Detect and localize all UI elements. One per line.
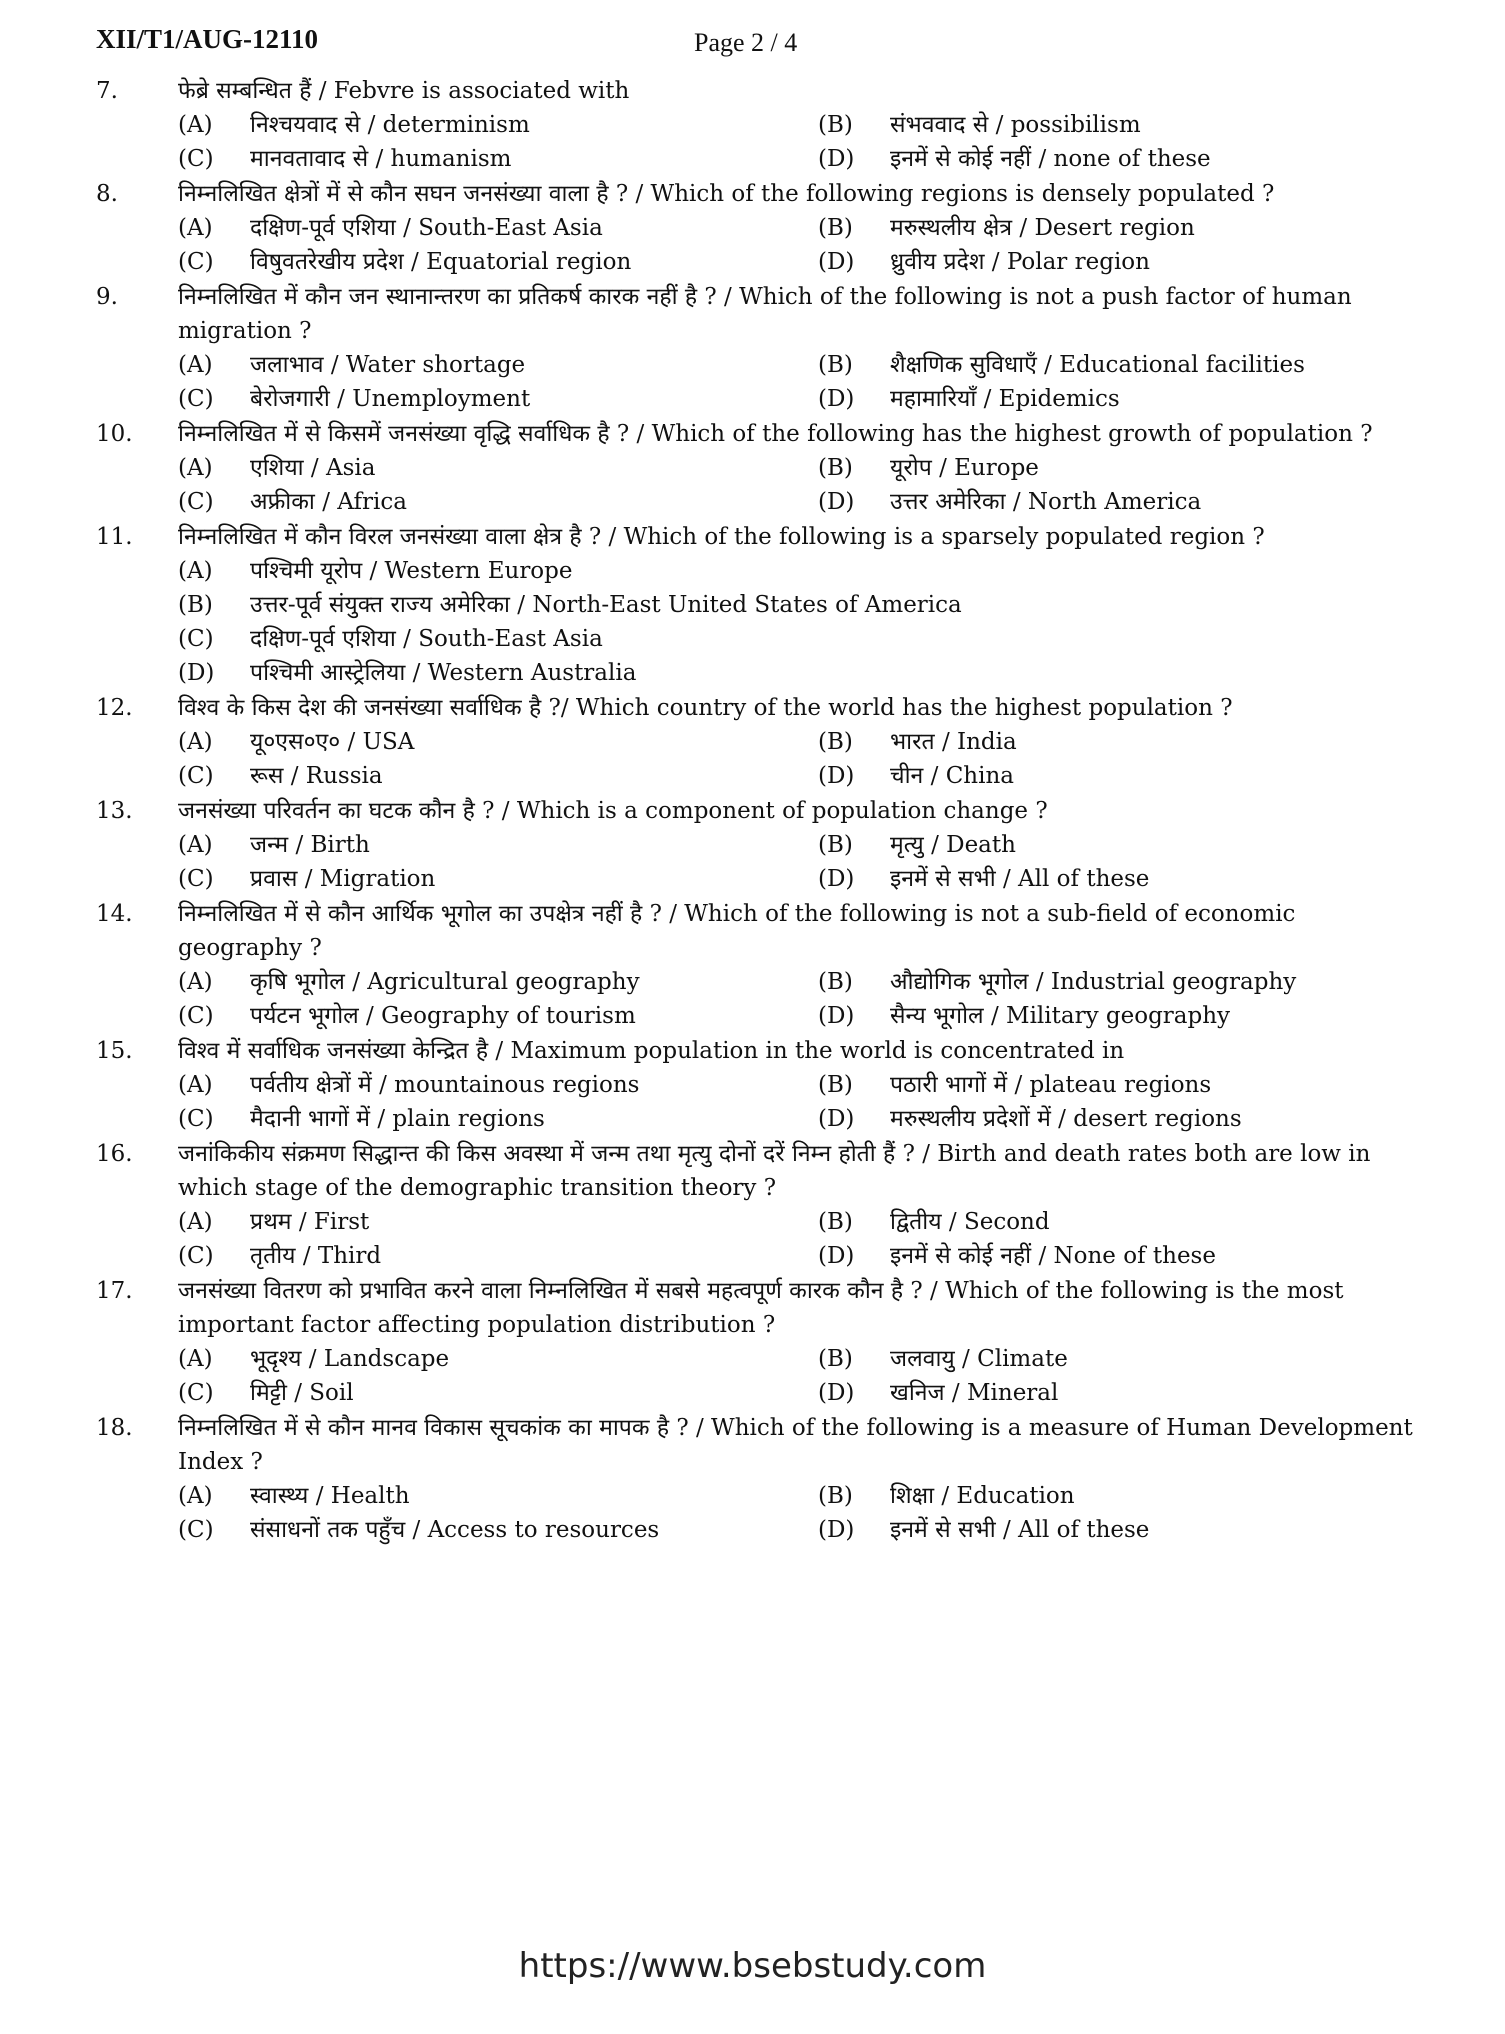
option-label: (C)	[178, 386, 214, 412]
option-text: खनिज / Mineral	[890, 1380, 1059, 1406]
question-text: जनसंख्या वितरण को प्रभावित करने वाला निम्नलिखित में सबसे महत्वपूर्ण कारक कौन है ? / Which of the following is the most important factor affecting population distribution ?	[178, 1278, 1344, 1338]
option-label: (B)	[818, 729, 853, 755]
option-label: (B)	[818, 1072, 853, 1098]
option-list	[178, 1205, 1436, 1273]
option-text: दक्षिण-पूर्व एशिया / South-East Asia	[250, 215, 603, 241]
answer-option	[178, 725, 818, 759]
answer-option	[178, 1205, 818, 1239]
option-label: (B)	[818, 969, 853, 995]
answer-option	[818, 451, 1458, 485]
option-label: (C)	[178, 1517, 214, 1543]
option-text: निश्चयवाद से / determinism	[250, 112, 530, 138]
option-label: (B)	[818, 352, 853, 378]
answer-option	[178, 622, 1458, 656]
option-text: भूदृश्य / Landscape	[250, 1346, 450, 1372]
option-label: (D)	[818, 1517, 855, 1543]
option-text: ध्रुवीय प्रदेश / Polar region	[890, 249, 1150, 275]
question-number: 15.	[96, 1038, 133, 1064]
question-text: निम्नलिखित में से कौन आर्थिक भूगोल का उपक्षेत्र नहीं है ? / Which of the following is not a sub-field of economic geography ?	[178, 901, 1296, 961]
answer-option	[818, 725, 1458, 759]
answer-option	[818, 108, 1458, 142]
question-text: फेब्रे सम्बन्धित हैं / Febvre is associated with	[178, 78, 630, 104]
option-text: पर्यटन भूगोल / Geography of tourism	[250, 1003, 636, 1029]
answer-option	[818, 485, 1458, 519]
answer-option	[818, 142, 1458, 176]
answer-option	[818, 862, 1458, 896]
option-text: पर्वतीय क्षेत्रों में / mountainous regions	[250, 1072, 640, 1098]
question-item	[96, 280, 1436, 416]
question-text: विश्व के किस देश की जनसंख्या सर्वाधिक है ?/ Which country of the world has the highest population ?	[178, 695, 1233, 721]
option-label: (C)	[178, 866, 214, 892]
option-text: प्रवास / Migration	[250, 866, 436, 892]
answer-option	[818, 245, 1458, 279]
option-text: बेरोजगारी / Unemployment	[250, 386, 531, 412]
question-number: 9.	[96, 284, 118, 310]
answer-option	[178, 1513, 818, 1547]
option-label: (B)	[818, 112, 853, 138]
question-item	[96, 520, 1436, 690]
question-number: 18.	[96, 1415, 133, 1441]
option-label: (B)	[818, 455, 853, 481]
option-text: अफ्रीका / Africa	[250, 489, 407, 515]
answer-option	[178, 211, 818, 245]
answer-option	[818, 965, 1458, 999]
answer-option	[178, 1239, 818, 1273]
question-item	[96, 177, 1436, 279]
option-text: जलाभाव / Water shortage	[250, 352, 526, 378]
option-label: (D)	[818, 146, 855, 172]
option-label: (D)	[818, 1106, 855, 1132]
question-text: जनसंख्या परिवर्तन का घटक कौन है ? / Which is a component of population change ?	[178, 798, 1048, 824]
answer-option	[818, 348, 1458, 382]
answer-option	[818, 1068, 1458, 1102]
answer-option	[818, 1376, 1458, 1410]
option-text: उत्तर अमेरिका / North America	[890, 489, 1202, 515]
question-item	[96, 1411, 1436, 1547]
option-text: जलवायु / Climate	[890, 1346, 1068, 1372]
option-list	[178, 725, 1436, 793]
option-label: (A)	[178, 832, 213, 858]
question-text: निम्नलिखित में कौन विरल जनसंख्या वाला क्षेत्र है ? / Which of the following is a sparsely populated region ?	[178, 524, 1265, 550]
option-text: यूरोप / Europe	[890, 455, 1039, 481]
option-text: इनमें से सभी / All of these	[890, 1517, 1150, 1543]
option-text: भारत / India	[890, 729, 1017, 755]
answer-option	[178, 862, 818, 896]
option-label: (A)	[178, 1346, 213, 1372]
answer-option	[178, 965, 818, 999]
option-text: प्रथम / First	[250, 1209, 370, 1235]
answer-option	[178, 588, 1458, 622]
option-text: उत्तर-पूर्व संयुक्त राज्य अमेरिका / North-East United States of America	[250, 592, 962, 618]
option-label: (A)	[178, 1072, 213, 1098]
answer-option	[178, 1479, 818, 1513]
option-text: चीन / China	[890, 763, 1014, 789]
option-text: इनमें से कोई नहीं / None of these	[890, 1243, 1216, 1269]
option-label: (B)	[818, 1483, 853, 1509]
option-list	[178, 1068, 1436, 1136]
option-text: शिक्षा / Education	[890, 1483, 1075, 1509]
question-text: विश्व में सर्वाधिक जनसंख्या केन्द्रित है / Maximum population in the world is concentrated in	[178, 1038, 1125, 1064]
option-text: संसाधनों तक पहुँच / Access to resources	[250, 1517, 660, 1543]
answer-option	[818, 759, 1458, 793]
question-text: निम्नलिखित में से कौन मानव विकास सूचकांक का मापक है ? / Which of the following is a measure of Human Development Index ?	[178, 1415, 1413, 1475]
source-url[interactable]: https://www.bsebstudy.com	[518, 1946, 987, 1986]
question-number: 14.	[96, 901, 133, 927]
question-item	[96, 417, 1436, 519]
option-text: पठारी भागों में / plateau regions	[890, 1072, 1212, 1098]
question-item	[96, 897, 1436, 1033]
option-label: (C)	[178, 763, 214, 789]
question-item	[96, 794, 1436, 896]
option-text: मिट्टी / Soil	[250, 1380, 354, 1406]
paper-code: XII/T1/AUG-12110	[96, 24, 319, 54]
option-text: जन्म / Birth	[250, 832, 370, 858]
option-label: (D)	[818, 763, 855, 789]
option-text: दक्षिण-पूर्व एशिया / South-East Asia	[250, 626, 603, 652]
question-number: 12.	[96, 695, 133, 721]
question-number: 16.	[96, 1141, 133, 1167]
option-text: विषुवतरेखीय प्रदेश / Equatorial region	[250, 249, 632, 275]
option-text: मरुस्थलीय प्रदेशों में / desert regions	[890, 1106, 1242, 1132]
answer-option	[178, 656, 1458, 690]
option-label: (D)	[818, 249, 855, 275]
option-label: (C)	[178, 1106, 214, 1132]
question-item	[96, 1274, 1436, 1410]
option-label: (A)	[178, 558, 213, 584]
option-text: संभववाद से / possibilism	[890, 112, 1141, 138]
option-label: (C)	[178, 1003, 214, 1029]
option-label: (A)	[178, 352, 213, 378]
answer-option	[178, 999, 818, 1033]
option-text: यू०एस०ए० / USA	[250, 729, 415, 755]
answer-option	[178, 759, 818, 793]
option-text: कृषि भूगोल / Agricultural geography	[250, 969, 640, 995]
option-label: (D)	[818, 1243, 855, 1269]
question-number: 13.	[96, 798, 133, 824]
option-text: पश्चिमी आस्ट्रेलिया / Western Australia	[250, 660, 637, 686]
option-label: (A)	[178, 455, 213, 481]
option-list	[178, 348, 1436, 416]
option-text: पश्चिमी यूरोप / Western Europe	[250, 558, 573, 584]
option-label: (D)	[818, 489, 855, 515]
option-text: तृतीय / Third	[250, 1243, 382, 1269]
answer-option	[178, 245, 818, 279]
answer-option	[178, 382, 818, 416]
option-text: महामारियाँ / Epidemics	[890, 386, 1120, 412]
option-label: (A)	[178, 1483, 213, 1509]
question-item	[96, 691, 1436, 793]
option-label: (C)	[178, 249, 214, 275]
answer-option	[178, 1068, 818, 1102]
answer-option	[818, 211, 1458, 245]
option-label: (A)	[178, 969, 213, 995]
answer-option	[178, 485, 818, 519]
option-label: (B)	[818, 1209, 853, 1235]
answer-option	[818, 1239, 1458, 1273]
option-list	[178, 554, 1436, 690]
answer-option	[178, 142, 818, 176]
question-text: जनांकिकीय संक्रमण सिद्धान्त की किस अवस्था में जन्म तथा मृत्यु दोनों दरें निम्न होती हैं ? / Birth and death rates both are low in which stage of the demographic transition theory ?	[178, 1141, 1371, 1201]
option-text: मैदानी भागों में / plain regions	[250, 1106, 545, 1132]
question-item	[96, 1034, 1436, 1136]
option-label: (D)	[818, 1380, 855, 1406]
option-text: स्वास्थ्य / Health	[250, 1483, 410, 1509]
option-label: (A)	[178, 1209, 213, 1235]
option-label: (B)	[178, 592, 213, 618]
option-label: (C)	[178, 489, 214, 515]
option-label: (A)	[178, 729, 213, 755]
question-item	[96, 74, 1436, 176]
option-label: (A)	[178, 215, 213, 241]
option-list	[178, 211, 1436, 279]
question-number: 17.	[96, 1278, 133, 1304]
option-text: सैन्य भूगोल / Military geography	[890, 1003, 1231, 1029]
option-list	[178, 108, 1436, 176]
answer-option	[178, 451, 818, 485]
answer-option	[818, 1513, 1458, 1547]
option-text: औद्योगिक भूगोल / Industrial geography	[890, 969, 1297, 995]
option-list	[178, 965, 1436, 1033]
option-label: (D)	[818, 386, 855, 412]
answer-option	[818, 1342, 1458, 1376]
option-text: द्वितीय / Second	[890, 1209, 1050, 1235]
page-number: Page 2 / 4	[694, 28, 798, 57]
option-list	[178, 1342, 1436, 1410]
option-text: मानवतावाद से / humanism	[250, 146, 512, 172]
option-list	[178, 828, 1436, 896]
answer-option	[818, 999, 1458, 1033]
option-text: एशिया / Asia	[250, 455, 376, 481]
option-label: (B)	[818, 1346, 853, 1372]
answer-option	[818, 1205, 1458, 1239]
option-label: (C)	[178, 1380, 214, 1406]
option-list	[178, 1479, 1436, 1547]
option-label: (B)	[818, 832, 853, 858]
question-number: 8.	[96, 181, 118, 207]
question-text: निम्नलिखित में से किसमें जनसंख्या वृद्धि सर्वाधिक है ? / Which of the following has the highest growth of population ?	[178, 421, 1373, 447]
option-label: (D)	[818, 1003, 855, 1029]
option-list	[178, 451, 1436, 519]
answer-option	[818, 382, 1458, 416]
option-text: मरुस्थलीय क्षेत्र / Desert region	[890, 215, 1195, 241]
answer-option	[178, 554, 1458, 588]
answer-option	[178, 1342, 818, 1376]
option-label: (D)	[178, 660, 215, 686]
option-text: मृत्यु / Death	[890, 832, 1016, 858]
question-number: 7.	[96, 78, 118, 104]
answer-option	[178, 828, 818, 862]
option-text: इनमें से सभी / All of these	[890, 866, 1150, 892]
option-text: शैक्षणिक सुविधाएँ / Educational facilities	[890, 352, 1305, 378]
question-item	[96, 1137, 1436, 1273]
option-label: (A)	[178, 112, 213, 138]
option-label: (C)	[178, 1243, 214, 1269]
question-text: निम्नलिखित में कौन जन स्थानान्तरण का प्रतिकर्ष कारक नहीं है ? / Which of the following is not a push factor of human migration ?	[178, 284, 1352, 344]
option-text: इनमें से कोई नहीं / none of these	[890, 146, 1211, 172]
answer-option	[178, 1376, 818, 1410]
option-label: (C)	[178, 146, 214, 172]
answer-option	[818, 1102, 1458, 1136]
question-number: 11.	[96, 524, 133, 550]
option-label: (C)	[178, 626, 214, 652]
answer-option	[178, 1102, 818, 1136]
answer-option	[178, 348, 818, 382]
answer-option	[818, 1479, 1458, 1513]
question-list	[96, 74, 1436, 1548]
question-text: निम्नलिखित क्षेत्रों में से कौन सघन जनसंख्या वाला है ? / Which of the following regions is densely populated ?	[178, 181, 1275, 207]
option-text: रूस / Russia	[250, 763, 383, 789]
page-header	[96, 24, 1409, 64]
option-label: (B)	[818, 215, 853, 241]
option-label: (D)	[818, 866, 855, 892]
answer-option	[178, 108, 818, 142]
answer-option	[818, 828, 1458, 862]
question-number: 10.	[96, 421, 133, 447]
